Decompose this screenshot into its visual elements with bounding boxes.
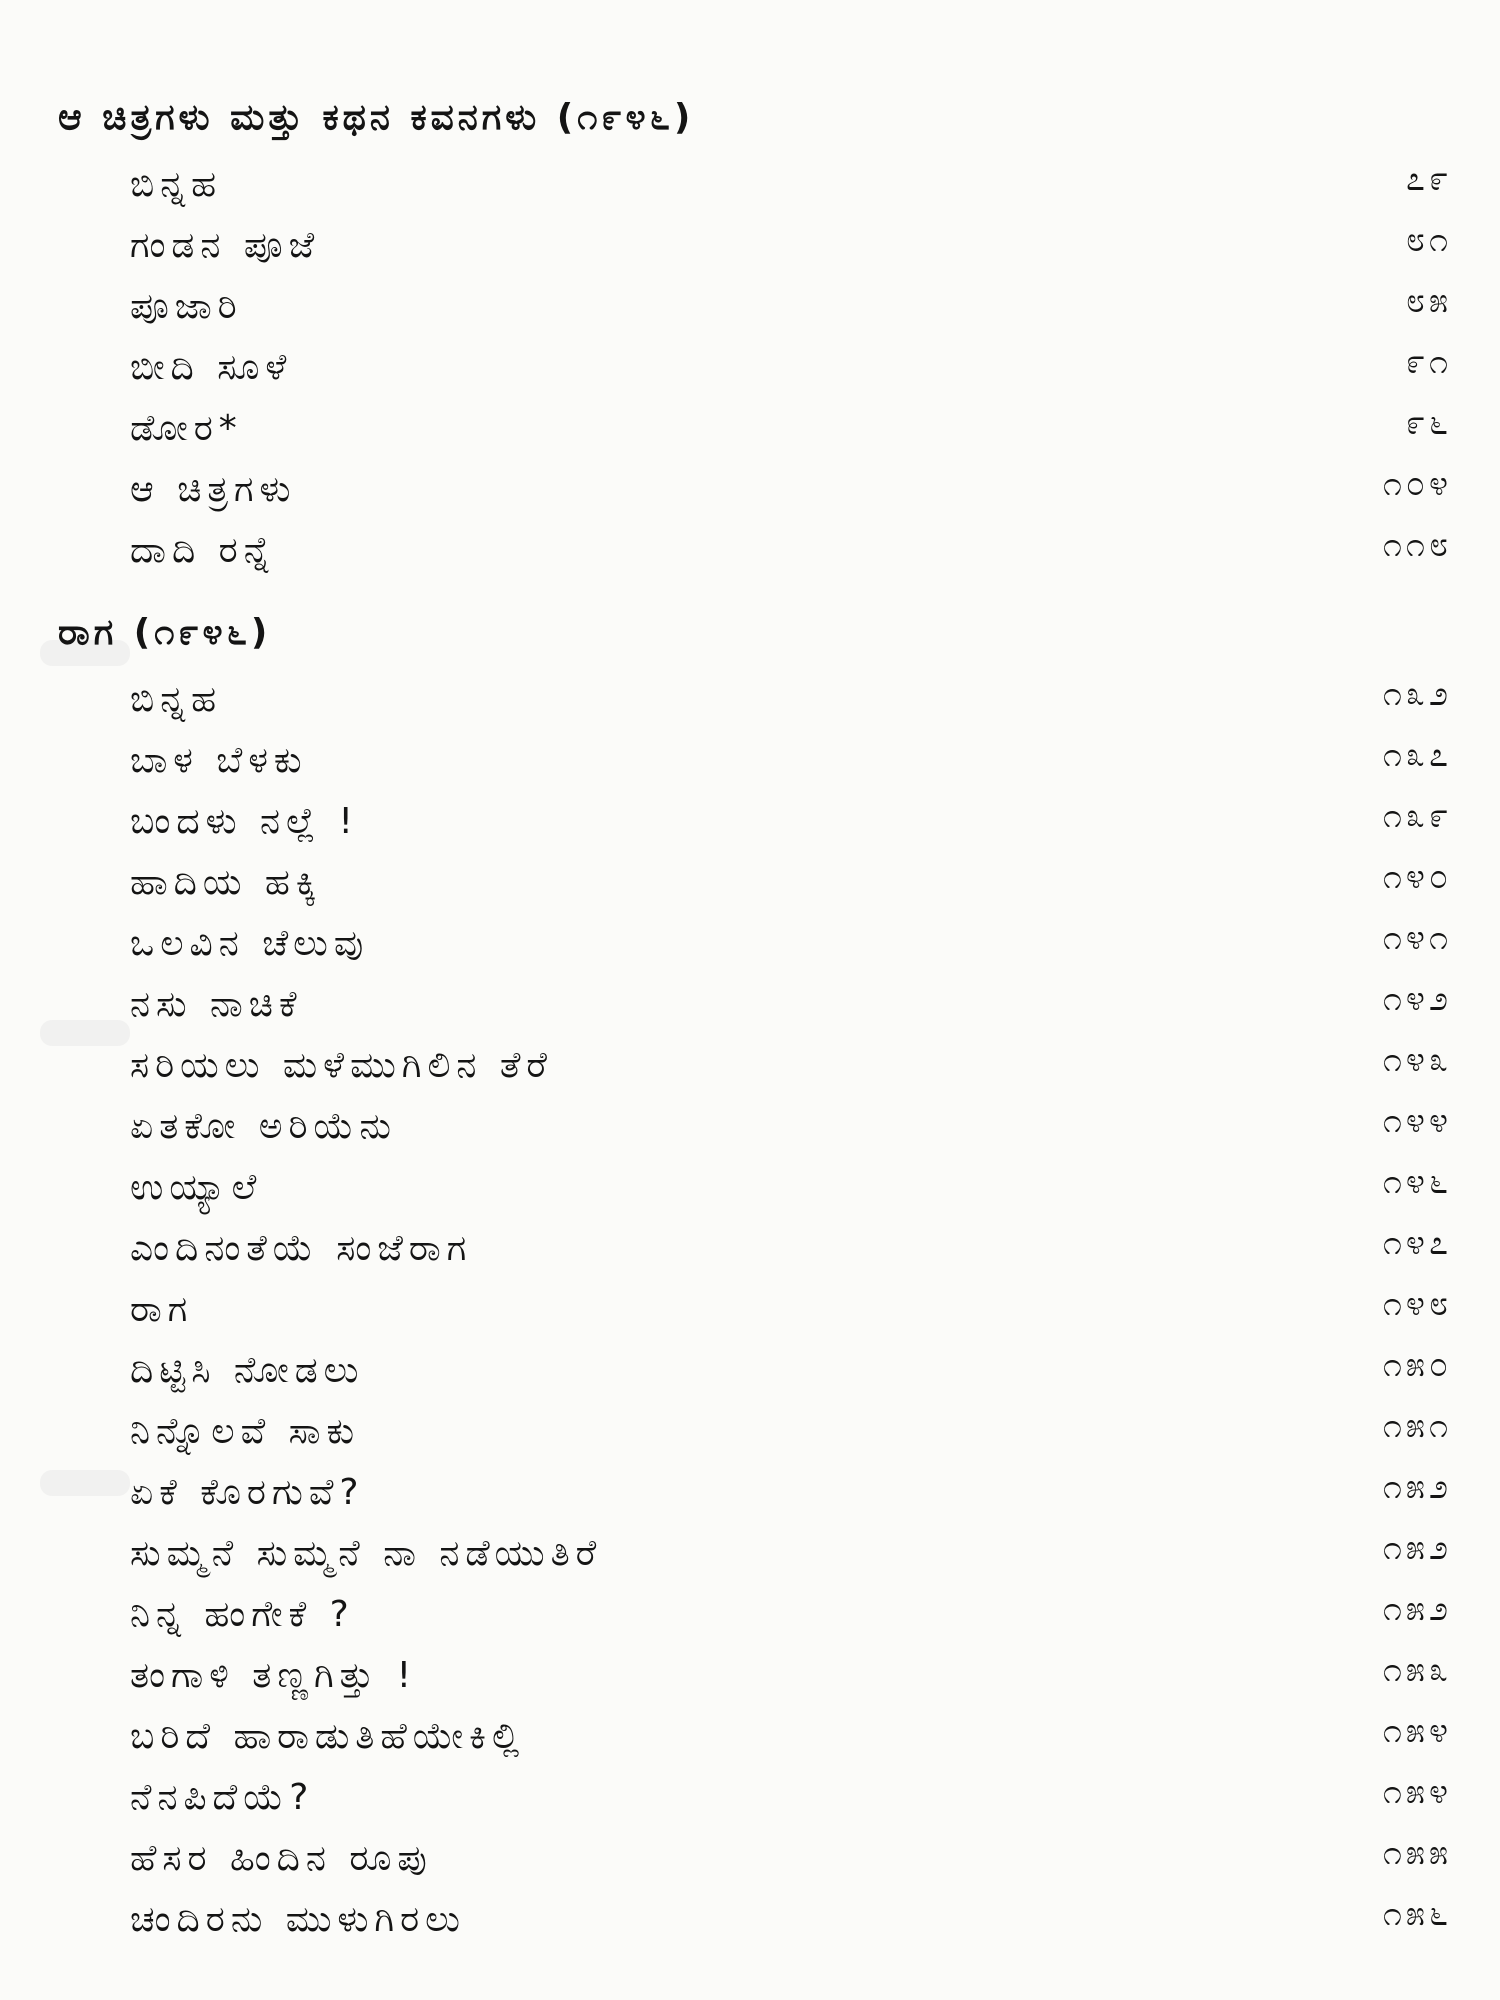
entry-title: ನಿನ್ನ ಹಂಗೇಕೆ ? (130, 1594, 355, 1635)
toc-entry[interactable] (0, 792, 1500, 852)
entry-title: ಡೋರ* (130, 408, 243, 449)
toc-entry[interactable] (0, 1402, 1500, 1462)
entry-title: ಒಲವಿನ ಚೆಲುವು (130, 923, 370, 964)
toc-entry[interactable] (0, 338, 1500, 398)
entry-title: ಏಕೆ ಕೊರಗುವೆ? (130, 1472, 365, 1513)
toc-entry[interactable] (0, 155, 1500, 215)
toc-entry[interactable] (0, 460, 1500, 520)
entry-page-number: ೧೦೪ (1382, 464, 1452, 504)
entry-page-number: ೧೪೬ (1382, 1162, 1452, 1202)
entry-page-number: ೧೩೯ (1382, 796, 1452, 836)
toc-entry[interactable] (0, 521, 1500, 581)
entry-title: ತಂಗಾಳಿ ತಣ್ಣಗಿತ್ತು ! (130, 1655, 418, 1696)
entry-title: ಸರಿಯಲು ಮಳೆಮುಗಿಲಿನ ತೆರೆ (130, 1045, 553, 1086)
entry-title: ಸುಮ್ಮನೆ ಸುಮ್ಮನೆ ನಾ ನಡೆಯುತಿರೆ (130, 1533, 603, 1574)
toc-entry[interactable] (0, 670, 1500, 730)
entry-title: ಚಂದಿರನು ಮುಳುಗಿರಲು (130, 1899, 466, 1940)
toc-entry[interactable] (0, 975, 1500, 1035)
entry-page-number: ೧೫೨ (1382, 1528, 1452, 1568)
entry-title: ಬರಿದೆ ಹಾರಾಡುತಿಹೆಯೇಕಿಲ್ಲಿ (130, 1716, 526, 1757)
entry-page-number: ೧೪೦ (1382, 857, 1452, 897)
entry-title: ಗಂಡನ ಪೂಜೆ (130, 225, 321, 266)
entry-title: ದಿಟ್ಟಿಸಿ ನೋಡಲು (130, 1350, 365, 1391)
toc-entry[interactable] (0, 216, 1500, 276)
entry-page-number: ೮೧ (1405, 220, 1452, 260)
toc-entry[interactable] (0, 1768, 1500, 1828)
entry-page-number: ೧೫೪ (1382, 1711, 1452, 1751)
entry-page-number: ೧೫೪ (1382, 1772, 1452, 1812)
entry-title: ನೆನಪಿದೆಯೆ? (130, 1777, 315, 1818)
entry-title: ಉಯ್ಯಾಲೆ (130, 1167, 263, 1208)
entry-title: ರಾಗ (130, 1289, 194, 1330)
toc-entry[interactable] (0, 1158, 1500, 1218)
toc-entry[interactable] (0, 277, 1500, 337)
section-heading: ರಾಗ (೧೯೪೬) (58, 612, 272, 653)
toc-entry[interactable] (0, 914, 1500, 974)
entry-page-number: ೧೪೩ (1382, 1040, 1452, 1080)
entry-page-number: ೧೫೫ (1382, 1833, 1452, 1873)
entry-page-number: ೮೫ (1405, 281, 1452, 321)
entry-page-number: ೯೧ (1405, 342, 1452, 382)
toc-entry[interactable] (0, 1463, 1500, 1523)
entry-title: ಬಾಳ ಬೆಳಕು (130, 740, 308, 781)
entry-title: ಹಾದಿಯ ಹಕ್ಕಿ (130, 862, 323, 903)
entry-page-number: ೧೪೪ (1382, 1101, 1452, 1141)
entry-title: ಬಂದಳು ನಲ್ಲೆ ! (130, 801, 359, 842)
toc-entry[interactable] (0, 1585, 1500, 1645)
toc-entry[interactable] (0, 853, 1500, 913)
entry-page-number: ೧೫೨ (1382, 1589, 1452, 1629)
entry-page-number: ೭೯ (1405, 159, 1452, 199)
entry-title: ಹೆಸರ ಹಿಂದಿನ ರೂಪು (130, 1838, 433, 1879)
entry-page-number: ೯೬ (1405, 403, 1452, 443)
entry-page-number: ೧೩೭ (1382, 735, 1452, 775)
toc-entry[interactable] (0, 731, 1500, 791)
toc-entry[interactable] (0, 1646, 1500, 1706)
toc-entry[interactable] (0, 1829, 1500, 1889)
entry-title: ಬಿನ್ನಹ (130, 679, 223, 720)
entry-title: ಬೀದಿ ಸೂಳೆ (130, 347, 293, 388)
entry-title: ಆ ಚಿತ್ರಗಳು (130, 469, 297, 510)
entry-page-number: ೧೩೨ (1382, 674, 1452, 714)
entry-title: ಪೂಜಾರಿ (130, 286, 243, 327)
toc-entry[interactable] (0, 1890, 1500, 1950)
entry-page-number: ೧೫೦ (1382, 1345, 1452, 1385)
entry-title: ದಾದಿ ರನ್ನೆ (130, 530, 277, 571)
entry-page-number: ೧೧೮ (1382, 525, 1452, 565)
entry-page-number: ೧೪೭ (1382, 1223, 1452, 1263)
entry-title: ಏತಕೋ ಅರಿಯೆನು (130, 1106, 397, 1147)
entry-page-number: ೧೪೨ (1382, 979, 1452, 1019)
entry-title: ನಸು ನಾಚಿಕೆ (130, 984, 303, 1025)
section-heading: ಆ ಚಿತ್ರಗಳು ಮತ್ತು ಕಥನ ಕವನಗಳು (೧೯೪೬) (58, 97, 695, 138)
toc-entry[interactable] (0, 399, 1500, 459)
toc-entry[interactable] (0, 1524, 1500, 1584)
toc-entry[interactable] (0, 1097, 1500, 1157)
toc-entry[interactable] (0, 1036, 1500, 1096)
entry-page-number: ೧೪೧ (1382, 918, 1452, 958)
entry-title: ಎಂದಿನಂತೆಯೆ ಸಂಜೆರಾಗ (130, 1228, 473, 1269)
entry-title: ಬಿನ್ನಹ (130, 164, 223, 205)
toc-entry[interactable] (0, 1707, 1500, 1767)
entry-page-number: ೧೫೬ (1382, 1894, 1452, 1934)
toc-entry[interactable] (0, 1280, 1500, 1340)
entry-page-number: ೧೫೧ (1382, 1406, 1452, 1446)
entry-title: ನಿನ್ನೊಲವೆ ಸಾಕು (130, 1411, 361, 1452)
toc-entry[interactable] (0, 1219, 1500, 1279)
toc-entry[interactable] (0, 1341, 1500, 1401)
entry-page-number: ೧೫೨ (1382, 1467, 1452, 1507)
entry-page-number: ೧೪೮ (1382, 1284, 1452, 1324)
entry-page-number: ೧೫೩ (1382, 1650, 1452, 1690)
